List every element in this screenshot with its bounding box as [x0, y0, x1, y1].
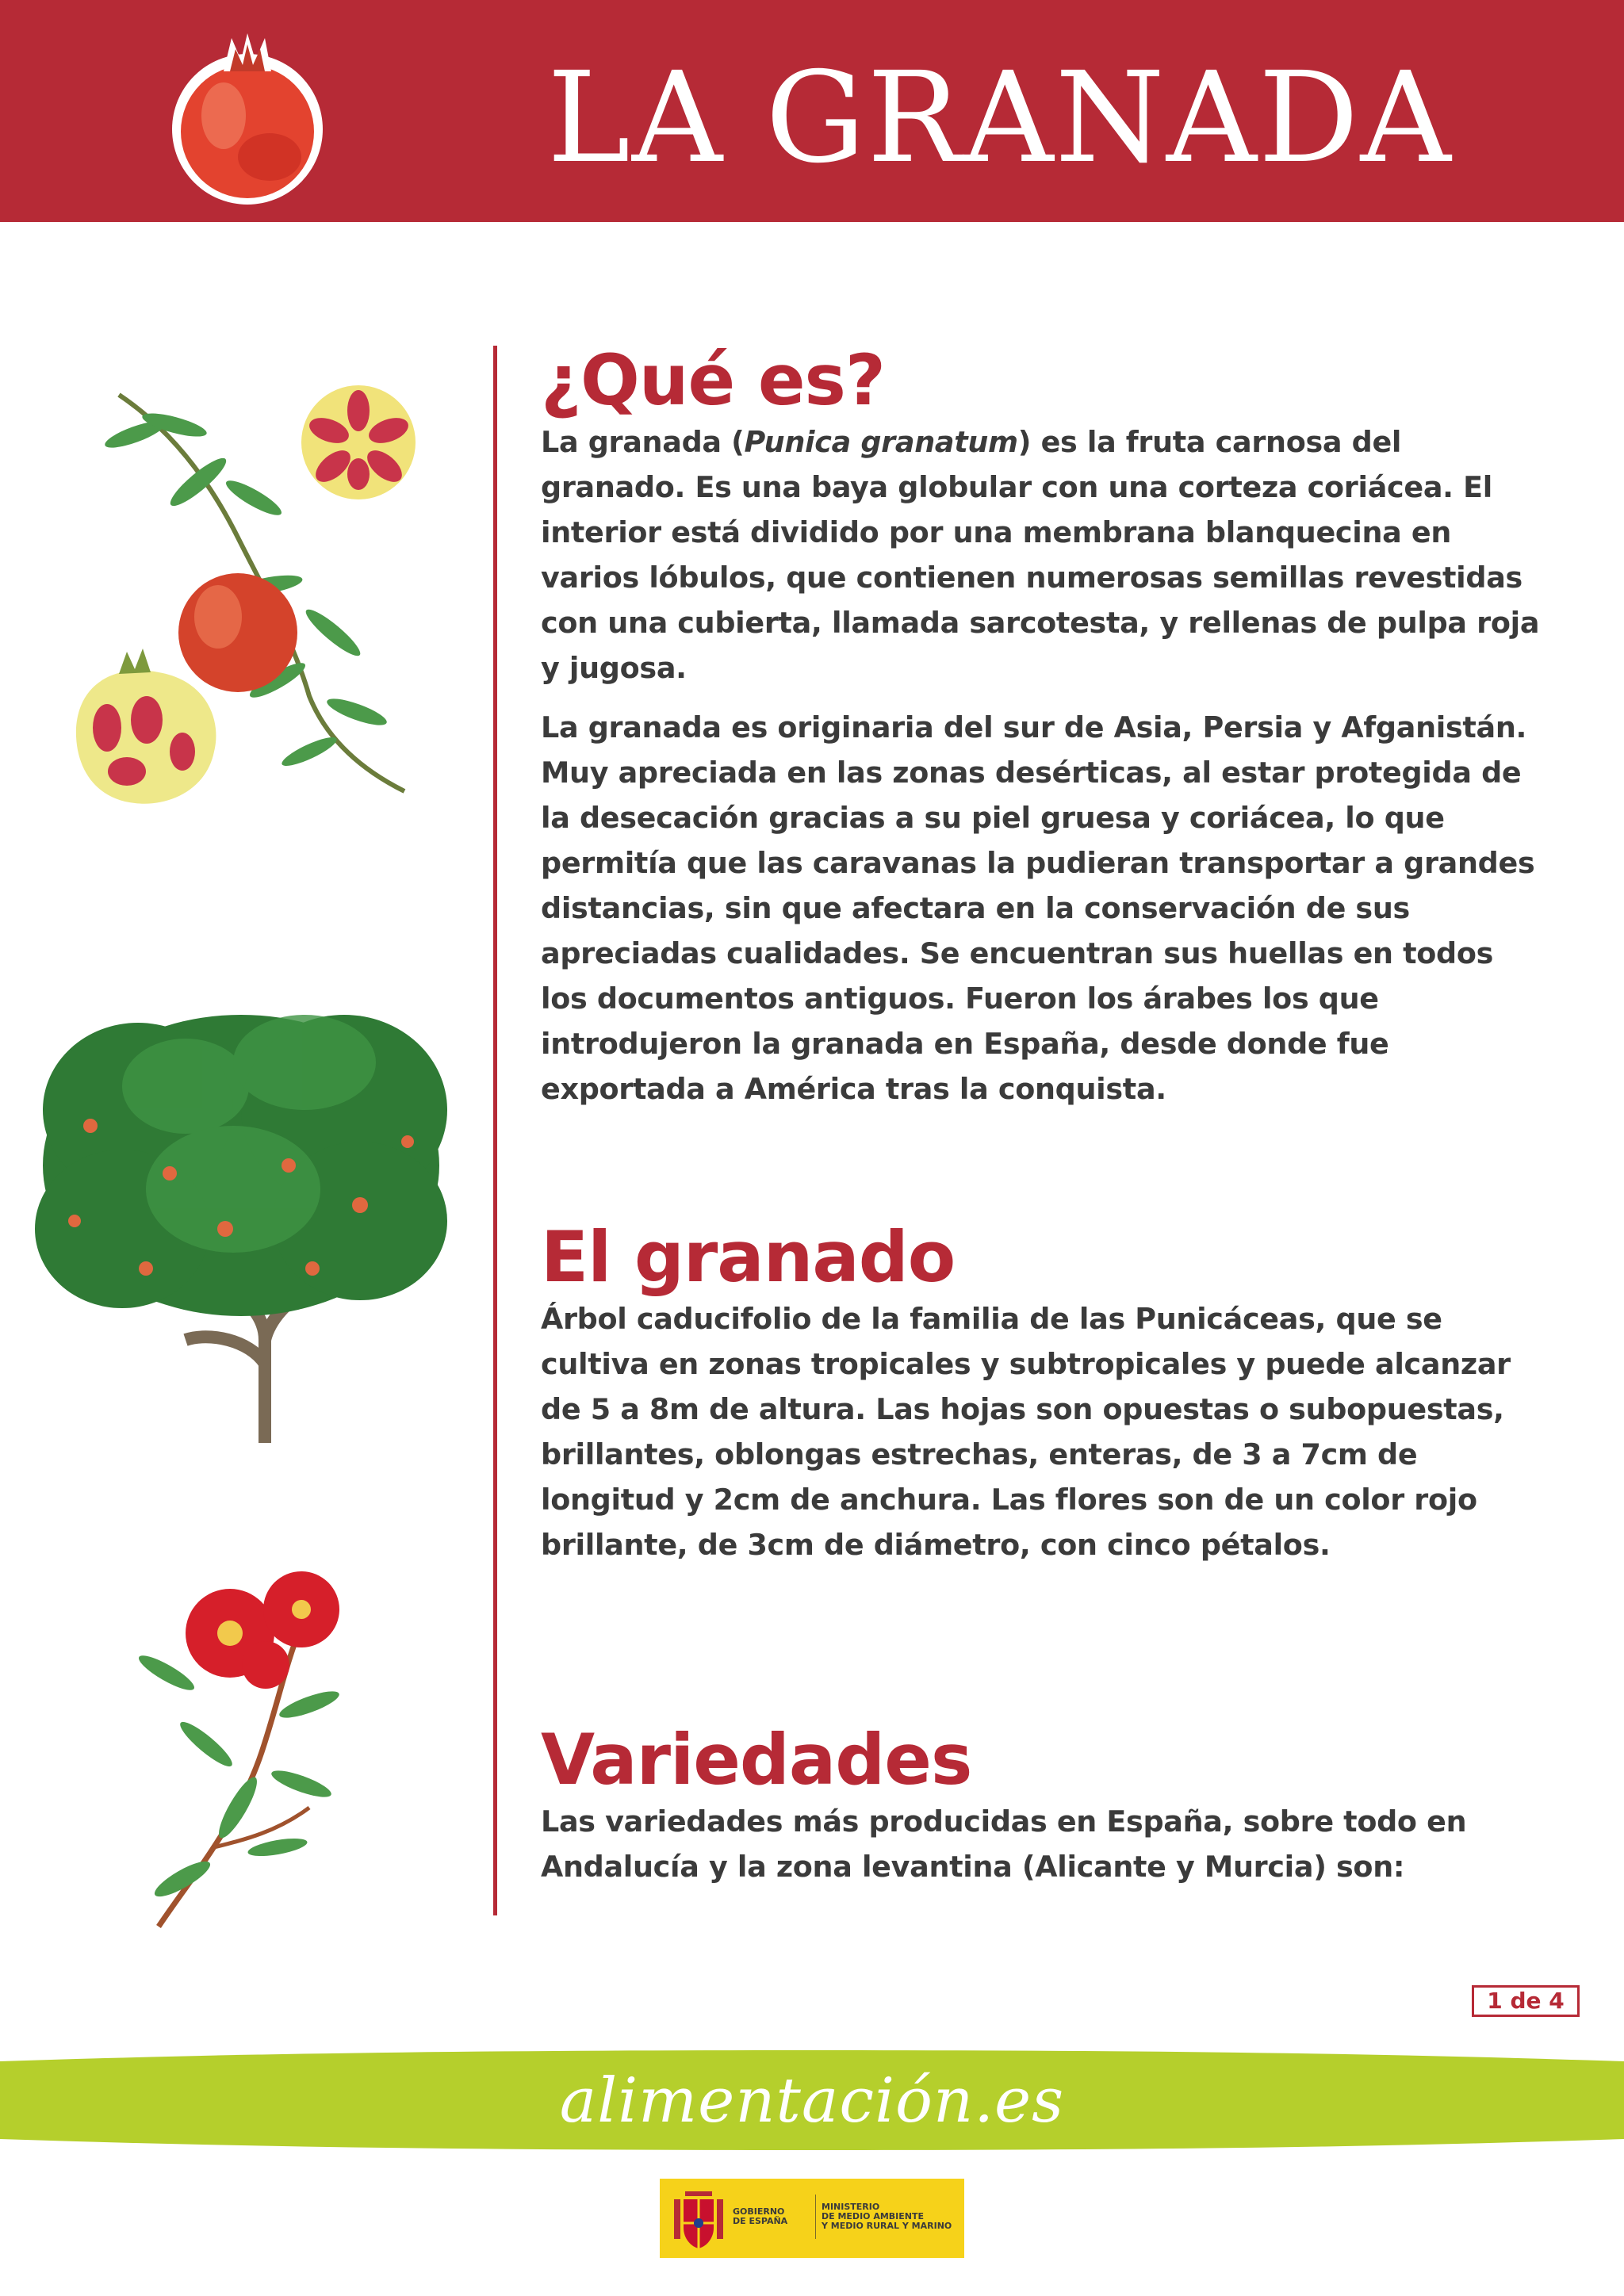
page-title: LA GRANADA: [547, 45, 1453, 191]
pomegranate-tree-icon: [27, 967, 468, 1443]
section-paragraph: Árbol caducifolio de la familia de las Punicáceas, que se cultiva en zonas tropicales y subtropicales y puede alcanzar de 5 a 8m de altura. Las hojas son opuestas o subopuestas, brillantes, oblongas estrechas, enteras, de 3 a 7cm de longitud y 2cm de anchura. Las flores son de un color rojo brillante, de 3cm de diámetro, con cinco pétalos.: [541, 1301, 1511, 1562]
pomegranate-flower-icon: [119, 1546, 381, 1931]
column-divider: [493, 346, 497, 1915]
page-indicator: 1 de 4: [1472, 1985, 1580, 2017]
section-title: Variedades: [541, 1719, 972, 1800]
section-title: ¿Qué es?: [541, 339, 885, 421]
footer-brand[interactable]: alimentación.es: [559, 2065, 1065, 2137]
section-paragraph: Las variedades más producidas en España, sobre todo en Andalucía y la zona levantina (Alicante y Murcia) son:: [541, 1804, 1467, 1884]
section-paragraph: La granada es originaria del sur de Asia, Persia y Afganistán. Muy apreciada en las zonas desérticas, al estar protegida de la desecación gracias a su piel gruesa y coriácea, lo que permitía que las caravanas la pudieran transportar a grandes distancias, sin que afectara en la conservación de sus apreciadas cualidades. Se encuentran sus huellas en todos los documentos antiguos. Fueron los árabes los que introdujeron la granada en España, desde donde fue exportada a América tras la conquista.: [541, 710, 1535, 1106]
section-el-granado: [541, 1216, 1546, 1582]
gov-separator: [815, 2195, 816, 2239]
government-logo: [660, 2179, 964, 2258]
gov-name: GOBIERNO DE ESPAÑA: [733, 2206, 788, 2226]
section-title: El granado: [541, 1216, 956, 1298]
section-variedades: [541, 1719, 1546, 1904]
pomegranate-icon: [159, 22, 337, 206]
spain-coat-of-arms-icon: [671, 2187, 726, 2252]
header-banner: [0, 0, 1624, 222]
section-paragraph: La granada (Punica granatum) es la fruta carnosa del granado. Es una baya globular con una corteza coriácea. El interior está dividido por una membrana blanquecina en varios lóbulos, que contienen numerosas semillas revestidas con una cubierta, llamada sarcotesta, y rellenas de pulpa roja y jugosa.: [541, 424, 1540, 685]
scientific-name: Punica granatum: [744, 424, 1018, 459]
ministry-name: MINISTERIO DE MEDIO AMBIENTE Y MEDIO RURAL Y MARINO: [822, 2202, 952, 2231]
section-que-es: [541, 339, 1546, 1126]
pomegranate-branch-icon: [71, 379, 420, 823]
